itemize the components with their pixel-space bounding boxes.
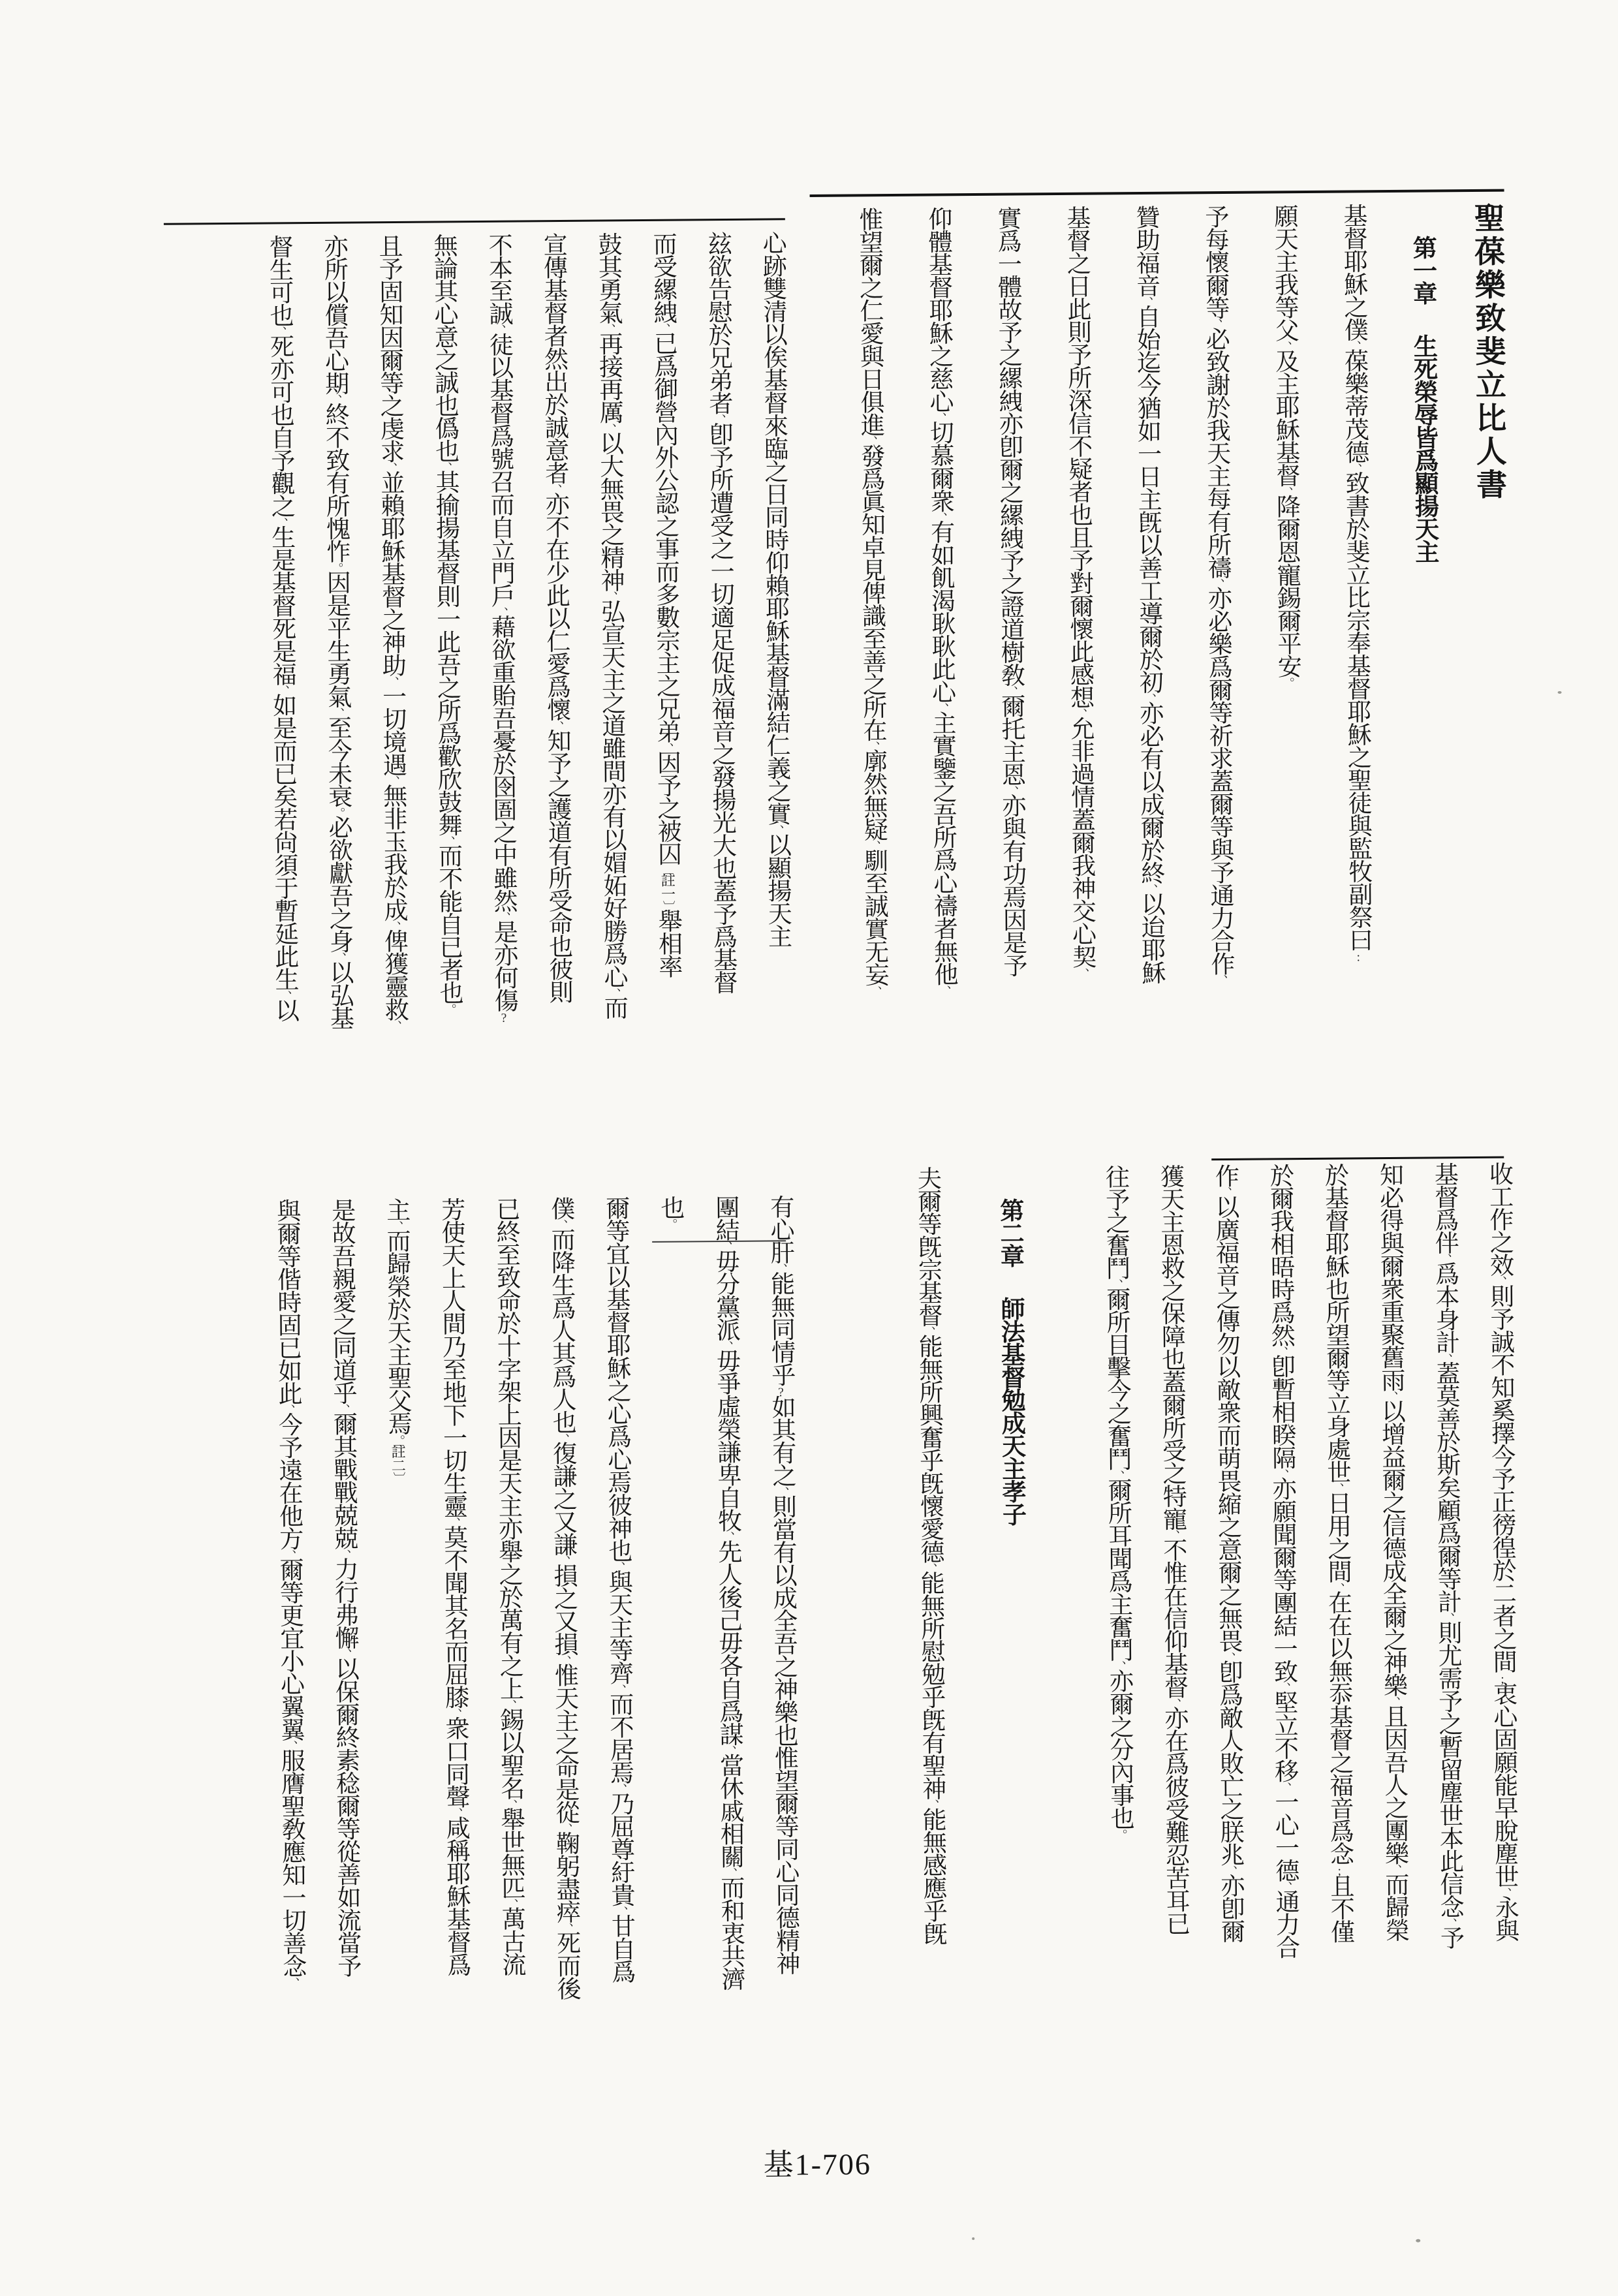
chapter-2-label: 第二章 (996, 1198, 1023, 1266)
verse-column: 且予固知因爾等之虔求、並賴耶穌基督之神助、一切境遇、無非玉我於成、俾獲靈救、 (347, 234, 409, 1168)
verse-column: 僕、而降生爲人其爲人也、復謙之又謙、損之又損、惟天主之命是從、鞠躬盡瘁、死而後 (519, 1196, 582, 2176)
verse-column: 而受縲絏、已爲御營內外公認之事而多數宗主之兄弟、因予之被囚〔註一〕舉相率 (621, 232, 683, 1166)
verse-column: 基督爲伴、爲本身計、蓋莫善於斯矣顧爲爾等計、則尤需予之暫留塵世本此信念、予 (1402, 1162, 1463, 1985)
verse-column: 主、而歸榮於天主聖父焉。〔註二〕 (354, 1198, 417, 2177)
verse-column: 基督之日此則予所深信不疑者也且予對爾懷此感想、允非過情蓋爾我神交心契、 (1020, 206, 1097, 1140)
verse-column: 予每懷爾等、必致謝於我天主每有所禱、亦必樂爲爾等祈求蓋爾等與予通力合作、 (1159, 204, 1235, 1138)
chapter-1-label: 第一章 (1408, 235, 1436, 303)
scan-speck (972, 2237, 974, 2240)
verse-column: 願天主我等父、及主耶穌基督、降爾恩寵錫爾平安。 (1228, 204, 1304, 1138)
verse-column: 已終至致命於十字架上因是天主亦舉之於萬有之上、錫以聖名、舉世無匹、萬古流 (464, 1196, 527, 2176)
verse-column: 夫爾等旣宗基督、能無所興奮乎旣懷愛德、能無所慰勉乎旣有聖神、能無感應乎旣 (885, 1166, 946, 1989)
verse-column: 亦所以償吾心期、終不致有所愧怍。因是平生勇氣、至今未衰。必欲獻吾之身、以弘基 (292, 234, 354, 1168)
book-title: 聖葆樂致斐立比人書 (1435, 202, 1512, 1136)
top-right-text-panel (810, 189, 1512, 1141)
verse-column: 獲天主恩救之保障也蓋爾所受之特寵、不惟在信仰基督、亦在爲彼受難忍苦耳已 (1128, 1164, 1189, 1987)
verse-column: 實爲一體故予之縲絏亦卽爾之縲絏予之證道樹敎、爾托主恩、亦與有功焉因是予 (951, 206, 1027, 1140)
chapter-2-heading (967, 1165, 1029, 2021)
verse-column: 往予之奮鬥、爾所目擊今之奮鬥、爾所耳聞爲主奮鬥、亦爾之分內事也。 (1073, 1164, 1134, 1987)
bottom-right-text-panel (817, 1162, 1518, 1989)
register-divider-line (1211, 1156, 1504, 1161)
verse-column: 基督耶穌之僕、葆樂蒂茂德、致書於斐立比宗奉基督耶穌之聖徒與監牧副祭曰: (1297, 203, 1373, 1137)
verse-column: 芳使天上人間乃至地下一切生靈、莫不聞其名而屈膝、衆口同聲、咸稱耶穌基督爲 (409, 1197, 472, 2177)
verse-column: 鼓其勇氣、再接再厲、以大無畏之精神、弘宣天主之道雖間亦有以媢妬好勝爲心、而 (566, 232, 628, 1166)
verse-column: 團結、毋分黨派、毋爭虛榮謙卑自牧、先人後己毋各自爲謀、當休戚相關、而和衷共濟 (683, 1195, 746, 2175)
verse-column: 督生可也、死亦可也自予觀之、生是基督死是福、如是而已矣若尙須于暫延此生、以 (237, 234, 299, 1168)
verse-column: 收工作之效、則予誠不知奚擇今予正徬徨於二者之間;衷心固願能早脫塵世、永與 (1457, 1162, 1518, 1985)
verse-column: 惟望爾之仁愛與日俱進、發爲眞知卓見俾識至善之所在、廓然無疑、馴至誠實无妄、 (813, 207, 889, 1141)
bottom-left-text-panel (172, 1194, 801, 2178)
verse-column: 心跡雙清以俟基督來臨之日同時仰賴耶穌基督滿結仁義之實、以顯揚天主 (730, 230, 792, 1164)
verse-column: 知必得與爾衆重聚舊雨、以增益爾之信德成全爾之神樂、且因吾人之團樂、而歸榮 (1347, 1162, 1408, 1985)
verse-column: 玆欲告慰於兄弟者、卽予所遭受之一切適足促成福音之發揚光大也蓋予爲基督 (676, 231, 738, 1165)
verse-column: 是故吾親愛之同道乎、爾其戰戰兢兢、力行弗懈、以保爾終素稔爾等從善如流當予 (300, 1198, 362, 2177)
scan-speck (1416, 2239, 1420, 2242)
chapter-2-title: 師法基督勉成天主孝子 (997, 1296, 1025, 1525)
verse-column: 也。 (629, 1196, 691, 2175)
chapter-1-heading (1366, 202, 1443, 1169)
verse-column: 於爾我相晤時爲然、卽暫相睽隔、亦願聞爾等團結一致、堅立不移、一心一德、通力合 (1237, 1163, 1299, 1986)
verse-column: 爾等宜以基督耶穌之心爲心焉彼神也、與天主等齊、而不居焉、乃屈尊紆貴、甘自爲 (574, 1196, 636, 2175)
verse-column: 於基督耶穌也所望爾等立身處世、日用之間、在在以無忝基督之福音爲念;且不僅 (1292, 1163, 1354, 1986)
page-number: 基1-706 (680, 2139, 955, 2184)
scan-speck (1558, 691, 1562, 694)
verse-column: 宣傳基督者然出於誠意者、亦不在少此以仁愛爲懷、知予之護道有所受命也彼則 (511, 232, 573, 1166)
verse-column: 仰體基督耶穌之慈心、切慕爾衆、有如飢渴耿耿此心、主實鑒之吾所爲心禱者無他、 (882, 206, 958, 1140)
verse-column: 與爾等偕時固已如此、今予遠在他方、爾等更宜小心翼翼、服膺聖敎應知一切善念、 (245, 1198, 307, 2178)
verse-column: 不本至誠、徒以基督爲號召而自立門戶、藉欲重貽吾憂於囹圄之中雖然、是亦何傷? (456, 233, 518, 1167)
chapter-1-title: 生死榮辱皆爲顯揚天主 (1409, 334, 1438, 562)
verse-column: 有心肝、能無同情乎?如其有之、則當有以成全吾之神樂也惟望爾等同心同德精神 (738, 1194, 801, 2174)
top-left-text-panel (164, 218, 792, 1168)
verse-column: 作、以廣福音之傳勿以敵衆而萌畏縮之意爾之無畏、卽爲敵人敗亡之朕兆、亦卽爾 (1183, 1164, 1244, 1987)
verse-column: 無論其心意之誠也僞也、其揄揚基督則一此吾之所爲歡欣鼓舞、而不能自已者也。 (401, 233, 463, 1167)
verse-column: 贊助福音、自始迄今猶如一日主旣以善工導爾於初、亦必有以成爾於終、以迨耶穌 (1089, 205, 1166, 1139)
